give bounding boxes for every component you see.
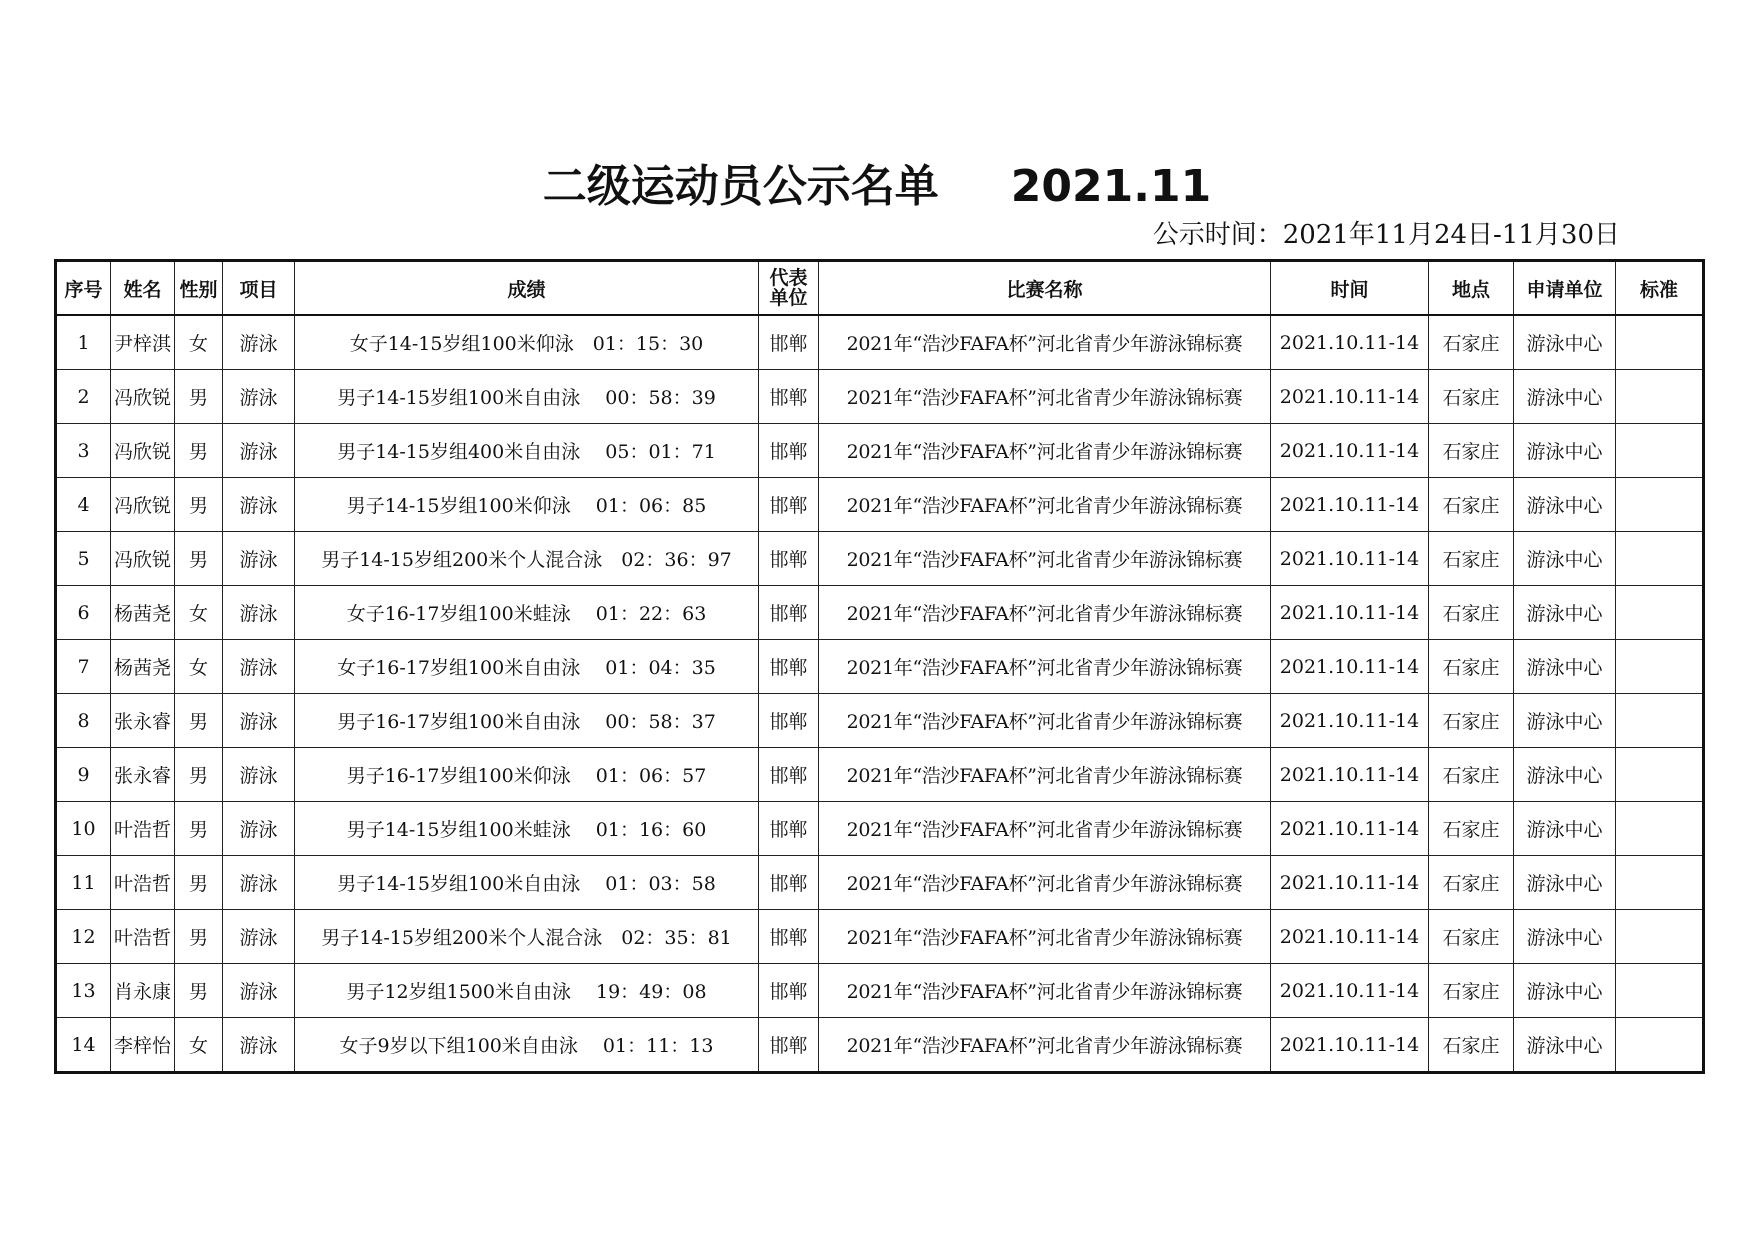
table-row (56, 478, 1704, 532)
cell-time: 2021.10.11-14 (1271, 802, 1429, 856)
cell-standard (1616, 802, 1704, 856)
table-row (56, 370, 1704, 424)
cell-applicant: 游泳中心 (1514, 370, 1616, 424)
cell-seq: 3 (56, 424, 111, 478)
cell-unit: 邯郸 (759, 640, 819, 694)
table-row (56, 694, 1704, 748)
header-place: 地点 (1429, 261, 1514, 316)
cell-place: 石家庄 (1429, 694, 1514, 748)
cell-seq: 7 (56, 640, 111, 694)
cell-competition: 2021年“浩沙FAFA杯”河北省青少年游泳锦标赛 (819, 694, 1271, 748)
cell-standard (1616, 694, 1704, 748)
cell-event: 游泳 (223, 424, 295, 478)
cell-seq: 4 (56, 478, 111, 532)
table-row (56, 748, 1704, 802)
cell-gender: 男 (175, 802, 223, 856)
table-row (56, 802, 1704, 856)
cell-event: 游泳 (223, 1018, 295, 1073)
cell-standard (1616, 640, 1704, 694)
cell-place: 石家庄 (1429, 424, 1514, 478)
cell-name: 肖永康 (111, 964, 175, 1018)
cell-event: 游泳 (223, 640, 295, 694)
cell-gender: 女 (175, 586, 223, 640)
cell-time: 2021.10.11-14 (1271, 424, 1429, 478)
cell-result: 女子14-15岁组100米仰泳 01：15：30 (295, 315, 759, 370)
cell-event: 游泳 (223, 315, 295, 370)
cell-unit: 邯郸 (759, 802, 819, 856)
cell-time: 2021.10.11-14 (1271, 478, 1429, 532)
cell-applicant: 游泳中心 (1514, 1018, 1616, 1073)
table-row (56, 424, 1704, 478)
cell-competition: 2021年“浩沙FAFA杯”河北省青少年游泳锦标赛 (819, 424, 1271, 478)
cell-name: 冯欣锐 (111, 478, 175, 532)
cell-result: 男子14-15岁组200米个人混合泳 02：36：97 (295, 532, 759, 586)
cell-unit: 邯郸 (759, 856, 819, 910)
cell-event: 游泳 (223, 910, 295, 964)
table-row (56, 640, 1704, 694)
cell-time: 2021.10.11-14 (1271, 964, 1429, 1018)
cell-unit: 邯郸 (759, 1018, 819, 1073)
cell-gender: 男 (175, 856, 223, 910)
header-standard: 标准 (1616, 261, 1704, 316)
cell-competition: 2021年“浩沙FAFA杯”河北省青少年游泳锦标赛 (819, 640, 1271, 694)
cell-time: 2021.10.11-14 (1271, 910, 1429, 964)
table-row (56, 586, 1704, 640)
cell-name: 杨茜尧 (111, 640, 175, 694)
cell-applicant: 游泳中心 (1514, 586, 1616, 640)
cell-applicant: 游泳中心 (1514, 802, 1616, 856)
cell-seq: 1 (56, 315, 111, 370)
cell-gender: 男 (175, 694, 223, 748)
table-row (56, 856, 1704, 910)
cell-event: 游泳 (223, 748, 295, 802)
cell-standard (1616, 315, 1704, 370)
cell-competition: 2021年“浩沙FAFA杯”河北省青少年游泳锦标赛 (819, 586, 1271, 640)
athlete-roster-table (54, 259, 1705, 1074)
cell-gender: 女 (175, 1018, 223, 1073)
cell-standard (1616, 370, 1704, 424)
table-row (56, 532, 1704, 586)
cell-gender: 男 (175, 532, 223, 586)
cell-unit: 邯郸 (759, 478, 819, 532)
cell-name: 叶浩哲 (111, 910, 175, 964)
cell-result: 男子16-17岁组100米自由泳 00：58：37 (295, 694, 759, 748)
cell-time: 2021.10.11-14 (1271, 370, 1429, 424)
cell-place: 石家庄 (1429, 640, 1514, 694)
cell-name: 叶浩哲 (111, 856, 175, 910)
cell-place: 石家庄 (1429, 748, 1514, 802)
cell-standard (1616, 586, 1704, 640)
cell-applicant: 游泳中心 (1514, 694, 1616, 748)
cell-time: 2021.10.11-14 (1271, 532, 1429, 586)
header-row (56, 261, 1704, 316)
header-applicant: 申请单位 (1514, 261, 1616, 316)
cell-event: 游泳 (223, 478, 295, 532)
cell-name: 冯欣锐 (111, 532, 175, 586)
cell-name: 李梓怡 (111, 1018, 175, 1073)
cell-gender: 男 (175, 964, 223, 1018)
cell-name: 尹梓淇 (111, 315, 175, 370)
cell-result: 男子14-15岁组400米自由泳 05：01：71 (295, 424, 759, 478)
cell-competition: 2021年“浩沙FAFA杯”河北省青少年游泳锦标赛 (819, 856, 1271, 910)
cell-competition: 2021年“浩沙FAFA杯”河北省青少年游泳锦标赛 (819, 532, 1271, 586)
cell-competition: 2021年“浩沙FAFA杯”河北省青少年游泳锦标赛 (819, 910, 1271, 964)
cell-seq: 10 (56, 802, 111, 856)
cell-place: 石家庄 (1429, 1018, 1514, 1073)
cell-gender: 男 (175, 424, 223, 478)
cell-standard (1616, 424, 1704, 478)
table-row (56, 315, 1704, 370)
cell-time: 2021.10.11-14 (1271, 315, 1429, 370)
cell-name: 张永睿 (111, 694, 175, 748)
cell-applicant: 游泳中心 (1514, 532, 1616, 586)
cell-time: 2021.10.11-14 (1271, 748, 1429, 802)
cell-place: 石家庄 (1429, 370, 1514, 424)
cell-seq: 6 (56, 586, 111, 640)
cell-result: 女子9岁以下组100米自由泳 01：11：13 (295, 1018, 759, 1073)
cell-applicant: 游泳中心 (1514, 315, 1616, 370)
table-row (56, 910, 1704, 964)
cell-place: 石家庄 (1429, 964, 1514, 1018)
cell-gender: 男 (175, 478, 223, 532)
cell-unit: 邯郸 (759, 315, 819, 370)
cell-unit: 邯郸 (759, 532, 819, 586)
cell-result: 男子14-15岁组100米仰泳 01：06：85 (295, 478, 759, 532)
cell-place: 石家庄 (1429, 856, 1514, 910)
cell-place: 石家庄 (1429, 802, 1514, 856)
cell-gender: 女 (175, 640, 223, 694)
header-result: 成绩 (295, 261, 759, 316)
cell-event: 游泳 (223, 532, 295, 586)
cell-place: 石家庄 (1429, 478, 1514, 532)
cell-time: 2021.10.11-14 (1271, 586, 1429, 640)
cell-time: 2021.10.11-14 (1271, 1018, 1429, 1073)
cell-time: 2021.10.11-14 (1271, 694, 1429, 748)
cell-applicant: 游泳中心 (1514, 478, 1616, 532)
cell-competition: 2021年“浩沙FAFA杯”河北省青少年游泳锦标赛 (819, 802, 1271, 856)
cell-applicant: 游泳中心 (1514, 856, 1616, 910)
cell-result: 男子12岁组1500米自由泳 19：49：08 (295, 964, 759, 1018)
title-date: 2021.11 (1010, 161, 1212, 212)
cell-seq: 2 (56, 370, 111, 424)
cell-applicant: 游泳中心 (1514, 910, 1616, 964)
cell-result: 男子14-15岁组100米自由泳 01：03：58 (295, 856, 759, 910)
cell-name: 张永睿 (111, 748, 175, 802)
cell-gender: 男 (175, 910, 223, 964)
cell-standard (1616, 910, 1704, 964)
cell-result: 女子16-17岁组100米蛙泳 01：22：63 (295, 586, 759, 640)
cell-unit: 邯郸 (759, 370, 819, 424)
cell-seq: 14 (56, 1018, 111, 1073)
cell-seq: 11 (56, 856, 111, 910)
header-unit (759, 261, 819, 316)
cell-standard (1616, 964, 1704, 1018)
table-row (56, 1018, 1704, 1073)
cell-time: 2021.10.11-14 (1271, 640, 1429, 694)
cell-event: 游泳 (223, 370, 295, 424)
cell-standard (1616, 478, 1704, 532)
header-seq: 序号 (56, 261, 111, 316)
cell-event: 游泳 (223, 856, 295, 910)
cell-result: 男子14-15岁组200米个人混合泳 02：35：81 (295, 910, 759, 964)
title-text: 二级运动员公示名单 (542, 161, 939, 212)
cell-competition: 2021年“浩沙FAFA杯”河北省青少年游泳锦标赛 (819, 964, 1271, 1018)
cell-seq: 9 (56, 748, 111, 802)
cell-standard (1616, 856, 1704, 910)
cell-name: 叶浩哲 (111, 802, 175, 856)
cell-place: 石家庄 (1429, 315, 1514, 370)
cell-event: 游泳 (223, 586, 295, 640)
cell-competition: 2021年“浩沙FAFA杯”河北省青少年游泳锦标赛 (819, 478, 1271, 532)
cell-place: 石家庄 (1429, 586, 1514, 640)
cell-gender: 女 (175, 315, 223, 370)
cell-standard (1616, 532, 1704, 586)
cell-competition: 2021年“浩沙FAFA杯”河北省青少年游泳锦标赛 (819, 370, 1271, 424)
cell-applicant: 游泳中心 (1514, 748, 1616, 802)
cell-time: 2021.10.11-14 (1271, 856, 1429, 910)
cell-unit: 邯郸 (759, 424, 819, 478)
cell-result: 男子14-15岁组100米蛙泳 01：16：60 (295, 802, 759, 856)
cell-unit: 邯郸 (759, 694, 819, 748)
header-gender: 性别 (175, 261, 223, 316)
cell-result: 男子14-15岁组100米自由泳 00：58：39 (295, 370, 759, 424)
cell-competition: 2021年“浩沙FAFA杯”河北省青少年游泳锦标赛 (819, 748, 1271, 802)
cell-applicant: 游泳中心 (1514, 964, 1616, 1018)
header-event: 项目 (223, 261, 295, 316)
cell-name: 杨茜尧 (111, 586, 175, 640)
cell-competition: 2021年“浩沙FAFA杯”河北省青少年游泳锦标赛 (819, 1018, 1271, 1073)
header-competition: 比赛名称 (819, 261, 1271, 316)
header-name: 姓名 (111, 261, 175, 316)
header-unit-line2: 单位 (769, 287, 808, 309)
cell-standard (1616, 748, 1704, 802)
cell-gender: 男 (175, 370, 223, 424)
cell-seq: 8 (56, 694, 111, 748)
cell-event: 游泳 (223, 802, 295, 856)
header-time: 时间 (1271, 261, 1429, 316)
cell-event: 游泳 (223, 694, 295, 748)
cell-applicant: 游泳中心 (1514, 640, 1616, 694)
header-unit-line1: 代表 (769, 267, 808, 289)
cell-result: 女子16-17岁组100米自由泳 01：04：35 (295, 640, 759, 694)
cell-unit: 邯郸 (759, 964, 819, 1018)
cell-unit: 邯郸 (759, 748, 819, 802)
page-title (0, 152, 1754, 222)
cell-gender: 男 (175, 748, 223, 802)
cell-seq: 12 (56, 910, 111, 964)
cell-competition: 2021年“浩沙FAFA杯”河北省青少年游泳锦标赛 (819, 315, 1271, 370)
cell-event: 游泳 (223, 964, 295, 1018)
cell-standard (1616, 1018, 1704, 1073)
cell-name: 冯欣锐 (111, 424, 175, 478)
cell-applicant: 游泳中心 (1514, 424, 1616, 478)
cell-name: 冯欣锐 (111, 370, 175, 424)
cell-unit: 邯郸 (759, 910, 819, 964)
cell-place: 石家庄 (1429, 532, 1514, 586)
publicity-period: 公示时间：2021年11月24日-11月30日 (1152, 220, 1620, 250)
cell-result: 男子16-17岁组100米仰泳 01：06：57 (295, 748, 759, 802)
cell-seq: 13 (56, 964, 111, 1018)
table-row (56, 964, 1704, 1018)
cell-seq: 5 (56, 532, 111, 586)
cell-unit: 邯郸 (759, 586, 819, 640)
cell-place: 石家庄 (1429, 910, 1514, 964)
